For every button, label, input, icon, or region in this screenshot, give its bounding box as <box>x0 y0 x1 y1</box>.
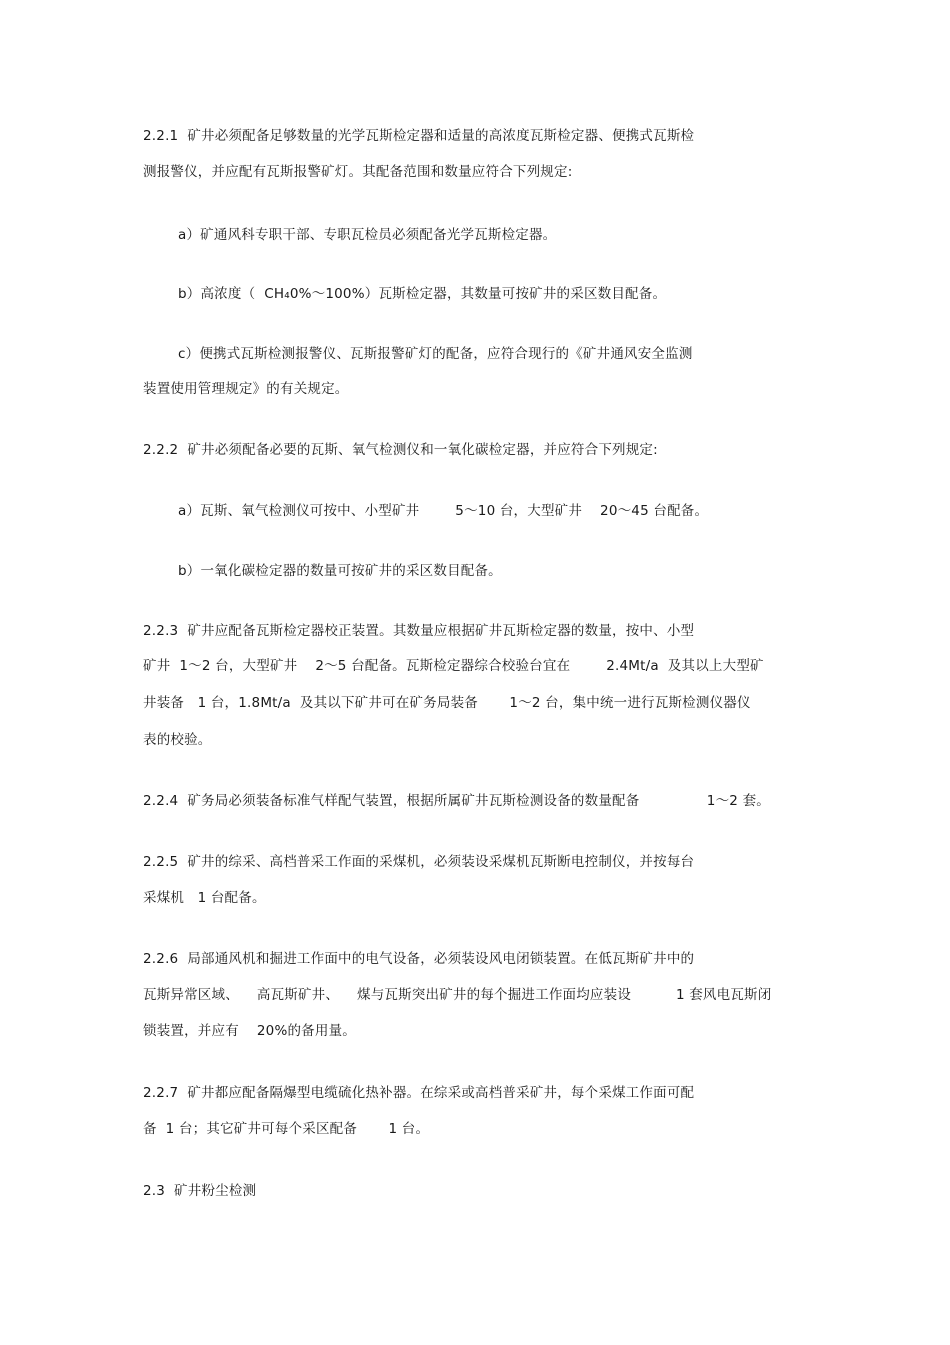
paragraph-2-2-3-line-4: 表的校验。 <box>143 732 212 748</box>
paragraph-2-2-3-line-2: 矿井 1～2 台，大型矿井 2～5 台配备。瓦斯检定器综合校验台宜在 2.4Mt/a 及其以上大型矿 <box>143 658 764 674</box>
paragraph-2-2-1-line-1: 2.2.1 矿井必须配备足够数量的光学瓦斯检定器和适量的高浓度瓦斯检定器、便携式瓦斯检 <box>143 128 695 144</box>
paragraph-2-2-4: 2.2.4 矿务局必须装备标准气样配气装置，根据所属矿井瓦斯检测设备的数量配备 1～2 套。 <box>143 793 770 809</box>
item-2-2-2-b: b）一氧化碳检定器的数量可按矿井的采区数目配备。 <box>178 563 502 579</box>
item-2-2-1-b: b）高浓度（ CH₄0%～100%）瓦斯检定器，其数量可按矿井的采区数目配备。 <box>178 286 667 302</box>
item-2-2-1-a: a）矿通风科专职干部、专职瓦检员必须配备光学瓦斯检定器。 <box>178 227 557 243</box>
paragraph-2-2-7-line-2: 备 1 台；其它矿井可每个采区配备 1 台。 <box>143 1121 430 1137</box>
paragraph-2-2-2: 2.2.2 矿井必须配备必要的瓦斯、氧气检测仪和一氧化碳检定器，并应符合下列规定: <box>143 442 658 458</box>
paragraph-2-2-6-line-1: 2.2.6 局部通风机和掘进工作面中的电气设备，必须装设风电闭锁装置。在低瓦斯矿井中的 <box>143 951 695 967</box>
paragraph-2-2-6-line-3: 锁装置，并应有 20%的备用量。 <box>143 1023 356 1039</box>
paragraph-2-2-6-line-2: 瓦斯异常区域、 高瓦斯矿井、 煤与瓦斯突出矿井的每个掘进工作面均应装设 1 套风电瓦斯闭 <box>143 987 772 1003</box>
paragraph-2-2-5-line-2: 采煤机 1 台配备。 <box>143 890 266 906</box>
paragraph-2-2-3-line-3: 井装备 1 台，1.8Mt/a 及其以下矿井可在矿务局装备 1～2 台，集中统一进行瓦斯检测仪器仪 <box>143 695 751 711</box>
paragraph-2-2-5-line-1: 2.2.5 矿井的综采、高档普采工作面的采煤机，必须装设采煤机瓦斯断电控制仪，并按每台 <box>143 854 695 870</box>
item-2-2-2-a: a）瓦斯、氧气检测仪可按中、小型矿井 5～10 台，大型矿井 20～45 台配备。 <box>178 503 709 519</box>
paragraph-2-2-3-line-1: 2.2.3 矿井应配备瓦斯检定器校正装置。其数量应根据矿井瓦斯检定器的数量，按中、小型 <box>143 623 695 639</box>
item-2-2-1-c-line-1: c）便携式瓦斯检测报警仪、瓦斯报警矿灯的配备，应符合现行的《矿井通风安全监测 <box>178 346 693 362</box>
item-2-2-1-c-line-2: 装置使用管理规定》的有关规定。 <box>143 381 349 397</box>
paragraph-2-2-7-line-1: 2.2.7 矿井都应配备隔爆型电缆硫化热补器。在综采或高档普采矿井，每个采煤工作面可配 <box>143 1085 695 1101</box>
section-heading-2-3: 2.3 矿井粉尘检测 <box>143 1183 257 1199</box>
paragraph-2-2-1-line-2: 测报警仪，并应配有瓦斯报警矿灯。其配备范围和数量应符合下列规定: <box>143 164 573 180</box>
